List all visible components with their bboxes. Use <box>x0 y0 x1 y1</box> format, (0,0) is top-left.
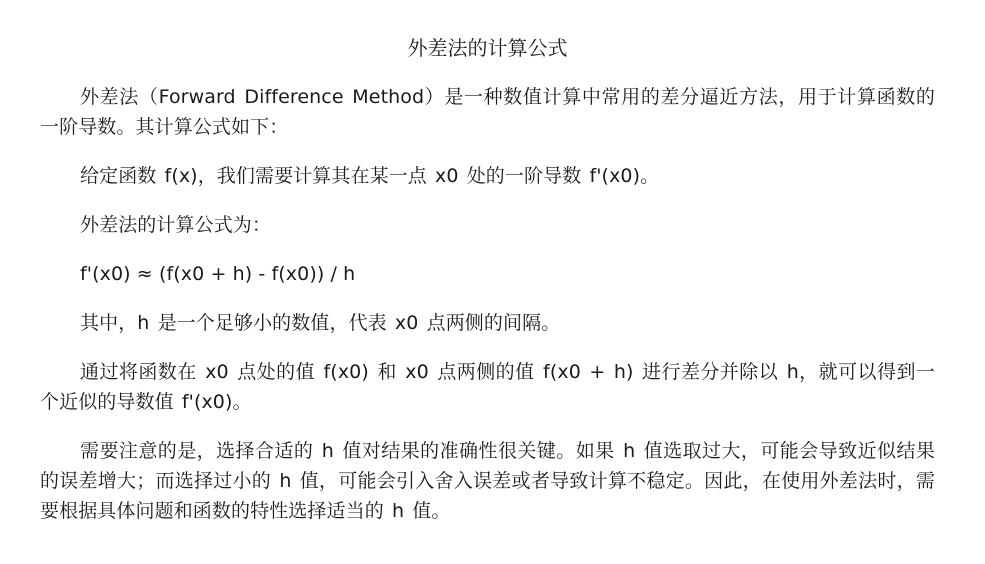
paragraph-h-definition: 其中，h 是一个足够小的数值，代表 x0 点两侧的间隔。 <box>80 312 561 334</box>
paragraph-intro: 外差法（Forward Difference Method）是一种数值计算中常用的差分逼近方法，用于计算函数的一阶导数。其计算公式如下： <box>40 86 935 138</box>
paragraph-explanation: 通过将函数在 x0 点处的值 f(x0) 和 x0 点两侧的值 f(x0 + h) 进行差分并除以 h，就可以得到一个近似的导数值 f'(x0)。 <box>40 361 935 413</box>
paragraph-note: 需要注意的是，选择合适的 h 值对结果的准确性很关键。如果 h 值选取过大，可能会导致近似结果的误差增大；而选择过小的 h 值，可能会引入舍入误差或者导致计算不稳定。因此，在使用外差法时，需要根据具体问题和函数的特性选择适当的 h 值。 <box>40 440 935 522</box>
paragraph-given-function: 给定函数 f(x)，我们需要计算其在某一点 x0 处的一阶导数 f'(x0)。 <box>80 165 660 187</box>
paragraph-formula-intro: 外差法的计算公式为： <box>80 214 272 236</box>
document-body <box>40 30 935 545</box>
document-title: 外差法的计算公式 <box>407 36 568 60</box>
formula-line: f'(x0) ≈ (f(x0 + h) - f(x0)) / h <box>80 263 356 285</box>
